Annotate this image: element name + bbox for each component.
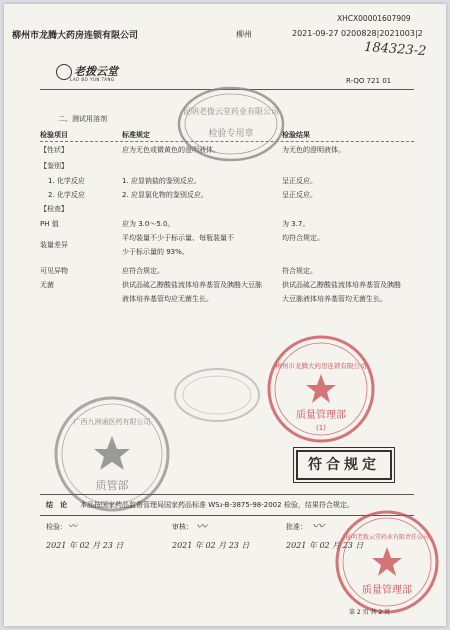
row-result: 为 3.7。 <box>282 220 310 228</box>
col-result-header: 检验结果 <box>282 131 310 139</box>
row-item: 1. 化学反应 <box>48 177 85 185</box>
row-item: 无菌 <box>40 281 54 289</box>
doc-code: XHCX00001607909 <box>337 14 411 23</box>
row-standard-cont: 液体培养基管均应无菌生长。 <box>122 295 213 303</box>
logo-text: 老拨云堂 <box>74 65 118 78</box>
inspector-label: 检验： <box>46 523 67 531</box>
seal-center-text: 质管部 <box>95 479 129 492</box>
reviewer-label: 审核： <box>172 523 193 531</box>
header-serial: 0200828|2021003|2 <box>341 29 423 38</box>
row-result: 均符合规定。 <box>282 234 324 242</box>
row-result: 供试品硫乙醇酸盐流体培养基管及胰酪 <box>282 281 401 289</box>
reviewer-date: 2021 年 02 月 23 日 <box>172 541 250 550</box>
header-date: 2021-09-27 <box>292 29 339 38</box>
seal-number: (1) <box>316 424 326 432</box>
star-icon <box>372 547 402 576</box>
row-item: 装量差异 <box>40 241 68 249</box>
conclusion-top-rule <box>40 494 414 495</box>
seal-center-text: 检验专用章 <box>208 129 254 139</box>
seal-arc-text: 昆明老拨云堂药业有限公司 <box>183 107 279 116</box>
row-result: 呈正反应。 <box>282 177 317 185</box>
quality-seal-bottom <box>334 509 440 615</box>
report-code: R-QO 721 01 <box>346 77 392 85</box>
row-item: 【性状】 <box>40 146 68 154</box>
document-page <box>4 4 446 626</box>
inspector-date: 2021 年 02 月 23 日 <box>46 541 124 550</box>
company-name: 柳州市龙腾大药房连锁有限公司 <box>12 31 139 41</box>
row-item: PH 值 <box>40 220 59 228</box>
conformity-stamp: 符合规定 <box>296 450 392 480</box>
row-item: 2. 化学反应 <box>48 191 85 199</box>
row-standard: 2. 应显氯化物的鉴别反应。 <box>122 191 208 199</box>
reviewer-signature: 〰 <box>196 520 207 533</box>
approver-signature: 〰 <box>312 519 325 533</box>
conclusion-text: 本品按国家药品监督管理局国家药品标准 WS₃-B-3875-98-2002 检验，结果符合规定。 <box>80 501 354 509</box>
row-standard: 1. 应显钠盐的鉴别反应。 <box>122 177 201 185</box>
header-city: 柳州 <box>236 30 252 39</box>
row-item: 【检查】 <box>40 205 68 213</box>
quality-seal-left <box>52 394 172 514</box>
col-item-header: 检验项目 <box>40 131 68 139</box>
row-standard: 供试品硫乙醇酸盐流体培养基管及胰酪大豆胨 <box>122 281 262 289</box>
quality-seal-right <box>266 334 376 444</box>
row-result: 为无色的澄明液体。 <box>282 146 345 154</box>
seal-center-text: 质量管理部 <box>296 410 346 421</box>
seal-center-text: 质量管理部 <box>362 585 412 596</box>
col-standard-header: 标准规定 <box>122 131 150 139</box>
logo-subtitle: LAO BO YUN TANG <box>70 77 115 82</box>
seal-arc-text: 广西九洲通医药有限公司 <box>73 418 151 426</box>
star-icon <box>306 374 336 403</box>
section-title: 二、测试用溶剂 <box>58 115 107 123</box>
approver-date: 2021 年 02 月 23 日 <box>286 541 364 550</box>
inspector-signature: 〰 <box>68 522 78 532</box>
inspection-seal-top <box>176 84 286 164</box>
handwritten-batch: 184323-2 <box>363 39 427 60</box>
page-number: 第 2 页 共 2 页 <box>349 609 391 616</box>
row-standard-cont: 少于标示量的 93%。 <box>122 248 189 256</box>
row-item: 可见异物 <box>40 267 68 275</box>
row-result-cont: 大豆胨液体培养基管均无菌生长。 <box>282 295 387 303</box>
faded-seal <box>172 366 262 424</box>
seal-arc-text: 柳州市龙腾大药房连锁有限公司 <box>275 362 367 370</box>
row-result: 符合规定。 <box>282 267 317 275</box>
row-standard: 应符合规定。 <box>122 267 164 275</box>
conclusion-label: 结 论 <box>46 501 67 509</box>
approver-label: 批准： <box>286 523 307 531</box>
row-standard: 应为 3.0～5.0。 <box>122 220 175 228</box>
row-standard: 应为无色或微黄色的澄明液体。 <box>122 146 220 154</box>
star-icon <box>94 436 130 470</box>
row-item: 【鉴别】 <box>40 162 68 170</box>
row-standard: 平均装量不少于标示量、每瓶装量不 <box>122 234 234 242</box>
seal-arc-text: 昆明老拨云堂药业有限责任公司 <box>344 534 430 541</box>
row-result: 呈正反应。 <box>282 191 317 199</box>
